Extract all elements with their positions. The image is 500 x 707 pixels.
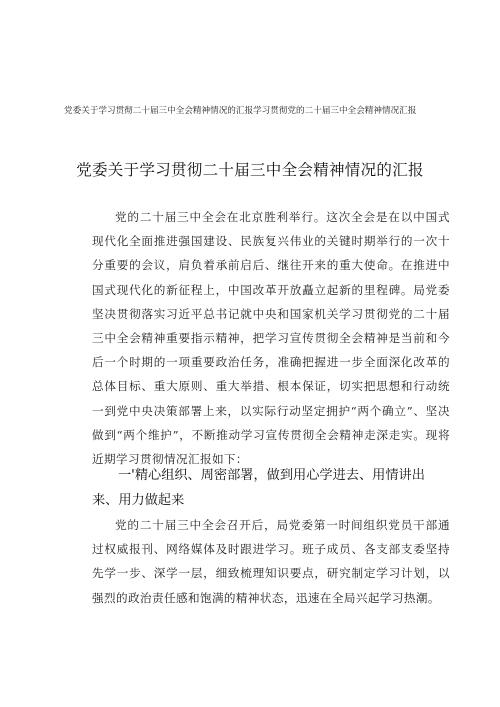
body-paragraph: 党的二十届三中全会召开后，局党委第一时间组织党员干部通过权威报刊、网络媒体及时跟进学习。班子成员、各支部支委坚持先学一步、深学一层，细致梳理知识要点，研究制定学习计划，以强烈的政治责任感和饱满的精神状态，迅速在全局兴起学习热潮。 bbox=[92, 518, 450, 605]
document-header: 党委关于学习贯彻二十届三中全会精神情况的汇报学习贯彻党的二十届三中全会精神情况汇报 bbox=[64, 106, 417, 116]
section-heading: 一'精心组织、周密部署，做到用心学进去、用情讲出来、用力做起来 bbox=[92, 468, 425, 508]
body-paragraph: 党的二十届三中全会在北京胜利举行。这次全会是在以中国式现代化全面推进强国建设、民族复兴伟业的关键时期举行的一次十分重要的会议，肩负着承前启后、继往开来的重大使命。在推进中国式现代化的新征程上，中国改革开放矗立起新的里程碑。局党委坚决贯彻落实习近平总书记就中央和国家机关学习贯彻党的二十届三中全会精神重要指示精神，把学习宣传贯彻全会精神是当前和今后一个时期的一项重要政治任务，准确把握进一步全面深化改革的总体目标、重大原则、重大举措、根本保证，切实把思想和行动统一到党中央决策部署上来，以实际行动坚定拥护“两个确立”、坚决做到“两个维护”，不断推动学习宣传贯彻全会精神走深走实。现将近期学习贯彻情况汇报如下： bbox=[92, 210, 450, 467]
document-title: 党委关于学习贯彻二十届三中全会精神情况的汇报 bbox=[76, 161, 424, 179]
